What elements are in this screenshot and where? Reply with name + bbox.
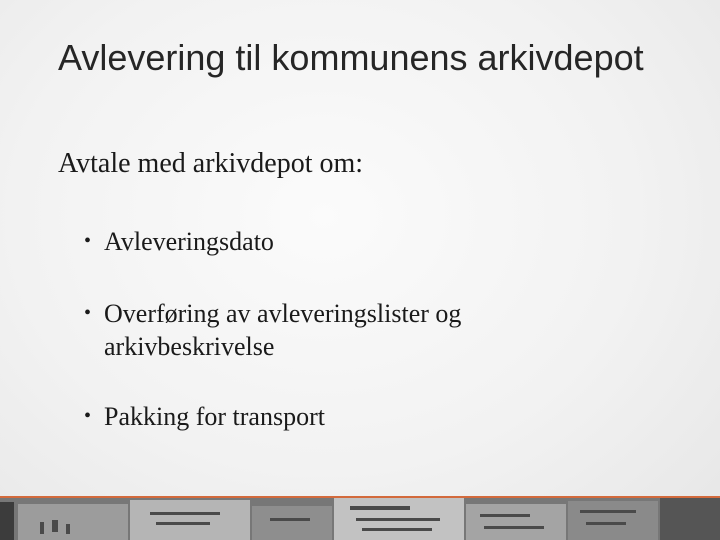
intro-text: Avtale med arkivdepot om:: [58, 148, 364, 179]
bullet-text: Avleveringsdato: [104, 227, 274, 256]
bullet-text: Overføring av avleveringslister og: [104, 299, 462, 328]
bullet-item-3: [84, 400, 664, 433]
decorative-archive-photo-strip: [0, 498, 720, 540]
bullet-text: Pakking for transport: [104, 402, 325, 431]
bullet-item-2: [84, 297, 664, 363]
slide-title: Avlevering til kommunens arkivdepot: [58, 37, 644, 78]
bullet-icon: •: [84, 405, 92, 427]
bullet-text-continued: arkivbeskrivelse: [104, 332, 275, 361]
archive-boxes-graphic: [0, 498, 720, 540]
bullet-item-1: [84, 225, 664, 258]
bullet-icon: •: [84, 302, 92, 324]
bullet-icon: •: [84, 230, 92, 252]
